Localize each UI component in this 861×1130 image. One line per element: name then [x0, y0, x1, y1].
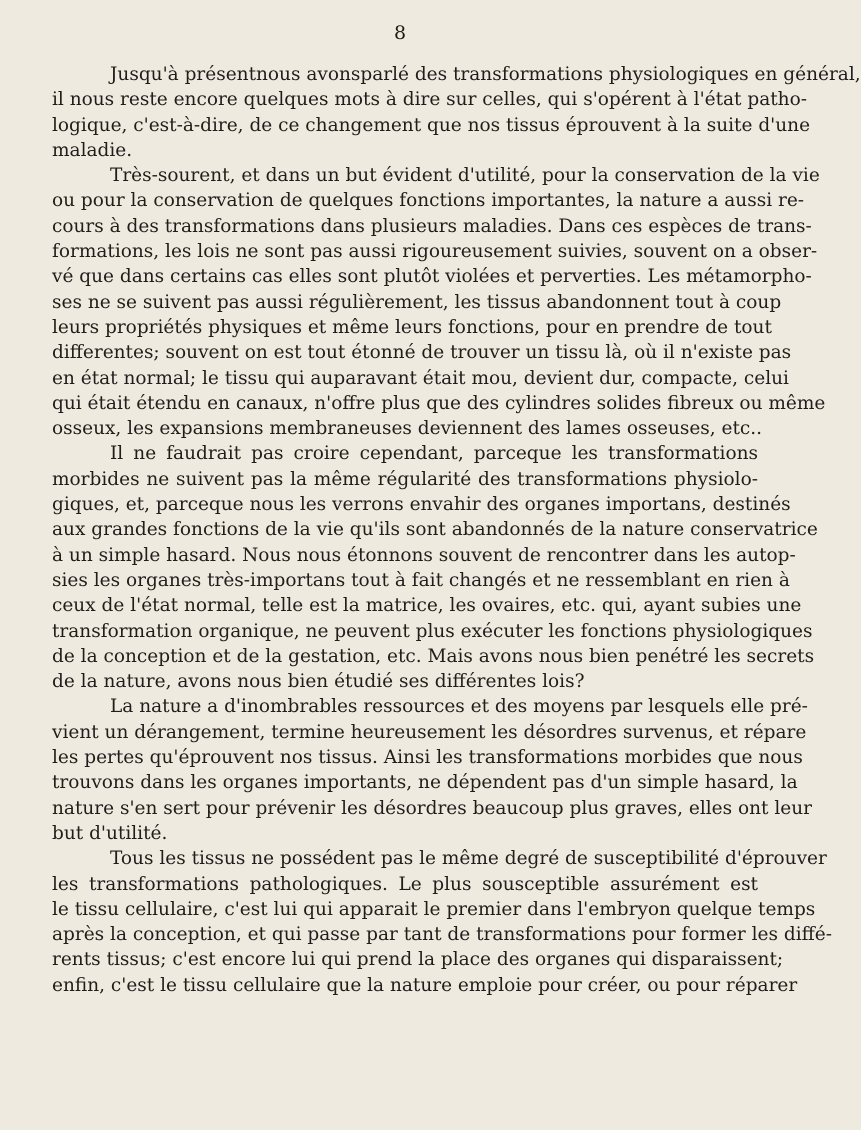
text-line: logique, c'est-à-dire, de ce changement que nos tissus éprouvent à la suite d'une — [52, 114, 811, 136]
text-line: Tous les tissus ne possédent pas le même degré de susceptibilité d'éprouver — [110, 848, 827, 870]
text-line: aux grandes fonctions de la vie qu'ils sont abandonnés de la nature conservatrice — [52, 519, 818, 541]
text-line: nature s'en sert pour prévenir les désordres beaucoup plus graves, elles ont leur — [52, 797, 812, 819]
text-line: le tissu cellulaire, c'est lui qui apparait le premier dans l'embryon quelque temps — [52, 898, 816, 920]
text-line: de la nature, avons nous bien étudié ses différentes lois? — [52, 671, 585, 693]
text-line: morbides ne suivent pas la même régularité des transformations physiolo- — [52, 468, 758, 490]
text-line: Jusqu'à présentnous avonsparlé des transformations physiologiques en général, — [110, 64, 861, 85]
paragraph — [52, 163, 826, 441]
text-line: giques, et, parceque nous les verrons envahir des organes importans, destinés — [52, 494, 791, 516]
text-line: vé que dans certains cas elles sont plutôt violées et perverties. Les métamorpho- — [52, 266, 812, 288]
text-line: de la conception et de la gestation, etc. Mais avons nous bien penétré les secrets — [52, 645, 815, 667]
text-line: qui était étendu en canaux, n'offre plus que des cylindres solides fibreux ou même — [52, 392, 826, 414]
text-line: leurs propriétés physiques et même leurs fonctions, pour en prendre de tout — [52, 316, 772, 338]
paragraph — [52, 62, 861, 163]
text-line: à un simple hasard. Nous nous étonnons souvent de rencontrer dans les autop- — [52, 544, 796, 566]
text-line: but d'utilité. — [52, 822, 168, 844]
text-line: transformation organique, ne peuvent plus exécuter les fonctions physiologiques — [52, 620, 813, 642]
paragraph — [52, 694, 812, 846]
text-line: après la conception, et qui passe par tant de transformations pour former les diffé- — [52, 924, 832, 946]
paragraph — [52, 846, 832, 998]
text-line: osseux, les expansions membraneuses deviennent des lames osseuses, etc.. — [52, 418, 763, 440]
text-line: rents tissus; c'est encore lui qui prend la place des organes qui disparaissent; — [52, 949, 784, 971]
text-line: enfin, c'est le tissu cellulaire que la nature emploie pour créer, ou pour réparer — [52, 974, 798, 996]
text-line: maladie. — [52, 139, 133, 161]
body-text — [52, 62, 861, 998]
text-line: ses ne se suivent pas aussi régulièrement, les tissus abandonnent tout à coup — [52, 291, 782, 313]
text-line: vient un dérangement, termine heureusement les désordres survenus, et répare — [52, 721, 807, 743]
text-line: differentes; souvent on est tout étonné de trouver un tissu là, où il n'existe pas — [52, 342, 792, 364]
paragraph — [52, 441, 818, 694]
text-line: trouvons dans les organes importants, ne dépendent pas d'un simple hasard, la — [52, 772, 798, 794]
page-number: 8 — [393, 22, 407, 44]
text-line: Il ne faudrait pas croire cependant, parceque les transformations — [110, 443, 758, 465]
text-line: cours à des transformations dans plusieurs maladies. Dans ces espèces de trans- — [52, 215, 812, 237]
text-line: en état normal; le tissu qui auparavant était mou, devient dur, compacte, celui — [52, 367, 789, 389]
text-line: les pertes qu'éprouvent nos tissus. Ainsi les transformations morbides que nous — [52, 747, 803, 769]
text-line: formations, les lois ne sont pas aussi rigoureusement suivies, souvent on a obser- — [52, 241, 818, 263]
text-line: Très-sourent, et dans un but évident d'utilité, pour la conservation de la vie — [110, 165, 820, 187]
text-line: sies les organes très-importans tout à fait changés et ne ressemblant en rien à — [52, 569, 790, 591]
text-line: ou pour la conservation de quelques fonctions importantes, la nature a aussi re- — [52, 190, 805, 212]
text-line: ceux de l'état normal, telle est la matrice, les ovaires, etc. qui, ayant subies une — [52, 595, 802, 617]
text-line: il nous reste encore quelques mots à dire sur celles, qui s'opérent à l'état patho- — [52, 89, 807, 111]
text-line: les transformations pathologiques. Le plus sousceptible assurément est — [52, 873, 758, 895]
text-line: La nature a d'inombrables ressources et des moyens par lesquels elle pré- — [110, 696, 808, 718]
